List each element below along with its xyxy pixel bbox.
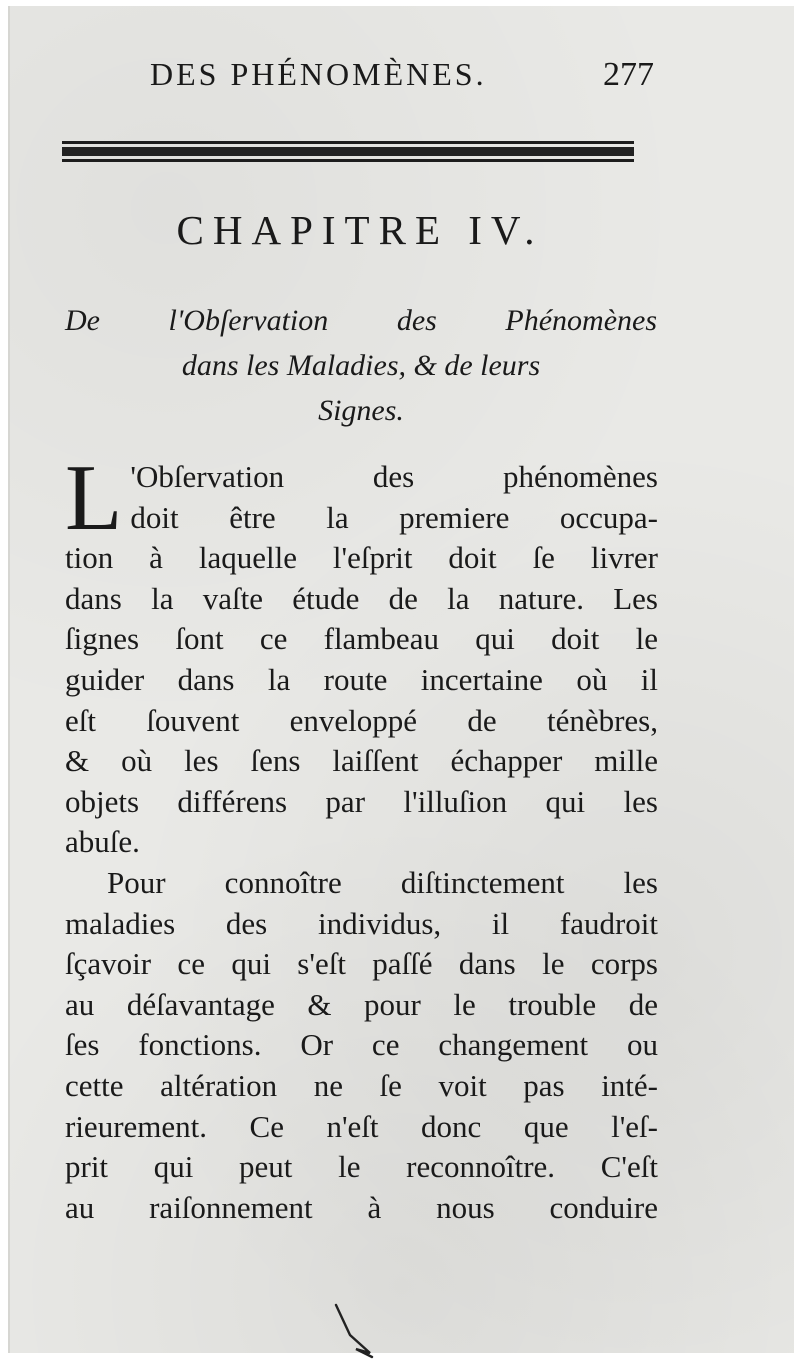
text-line: guider dans la route incertaine où il [65, 661, 658, 697]
paragraph-1 [65, 446, 658, 863]
text-line: dans la vaſte étude de la nature. Les [65, 580, 658, 616]
text-line: objets différens par l'illuſion qui les [65, 783, 658, 819]
running-title: DES PHÉNOMÈNES. [150, 56, 487, 92]
subtitle-line: Signes. [318, 394, 404, 427]
drop-cap: L [65, 446, 123, 550]
ink-mark [332, 1303, 382, 1363]
rule-thin-bottom [62, 159, 634, 162]
body-text [65, 446, 658, 1228]
text-line: au déſavantage & pour le trouble de [65, 986, 658, 1022]
text-line: au raiſonnement à nous conduire [65, 1189, 658, 1225]
subtitle-line: De l'Obſervation des Phénomènes [65, 304, 657, 337]
text-line: maladies des individus, il faudroit [65, 905, 658, 941]
text-line: eſt ſouvent enveloppé de ténèbres, [65, 702, 658, 738]
text-line: Pour connoître diſtinctement les [107, 864, 658, 900]
paragraph-2 [65, 863, 658, 1228]
text-line: doit être la premiere occupa- [130, 499, 658, 535]
text-line: ſignes ſont ce flambeau qui doit le [65, 621, 658, 657]
chapter-subtitle [65, 298, 657, 433]
text-line: ſes fonctions. Or ce changement ou [65, 1027, 658, 1063]
text-line: tion à laquelle l'eſprit doit ſe livrer [65, 540, 658, 576]
text-line: ſçavoir ce qui s'eſt paſſé dans le corps [65, 946, 658, 982]
text-line: & où les ſens laiſſent échapper mille [65, 743, 658, 779]
text-line: 'Obſervation des phénomènes [130, 459, 658, 494]
rule-thin-top [62, 141, 634, 144]
chapter-title: CHAPITRE IV. [176, 207, 544, 253]
subtitle-line: dans les Maladies, & de leurs [181, 349, 541, 382]
text-line: abuſe. [65, 824, 140, 860]
book-page [8, 6, 794, 1353]
page-number: 277 [603, 56, 654, 93]
text-line: prit qui peut le reconnoître. C'eſt [65, 1149, 658, 1185]
rule-thick [62, 147, 634, 156]
text-line: cette altération ne ſe voit pas inté- [65, 1067, 658, 1103]
text-line: rieurement. Ce n'eſt donc que l'eſ- [65, 1108, 658, 1144]
ornamental-rule [62, 141, 634, 167]
running-head [150, 56, 660, 100]
